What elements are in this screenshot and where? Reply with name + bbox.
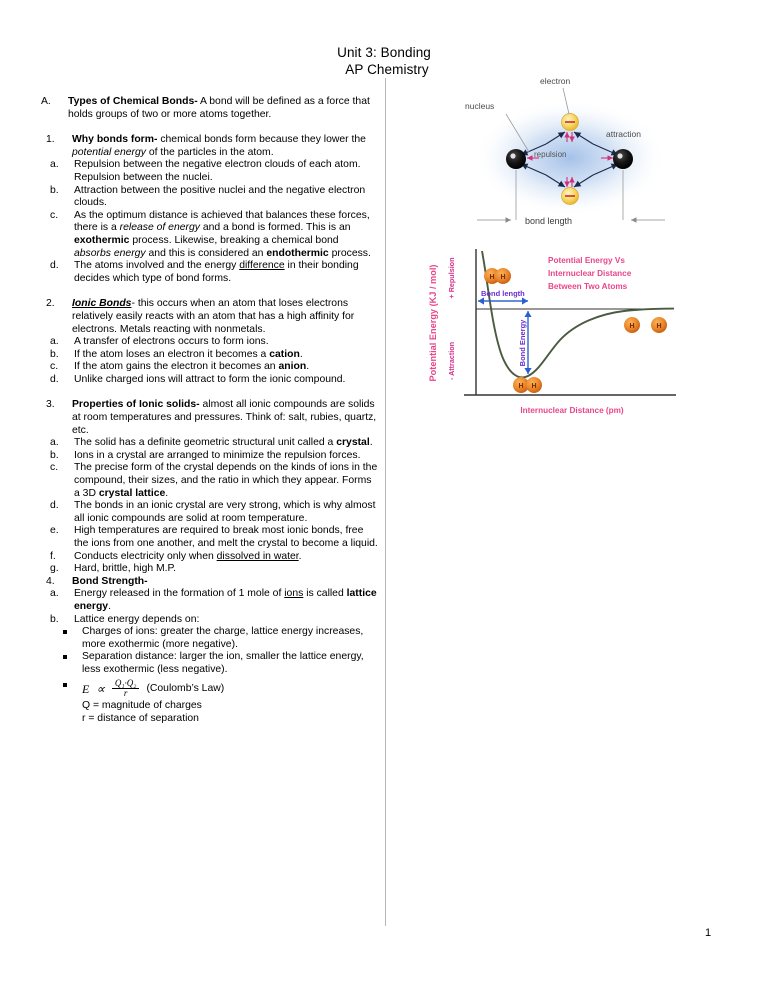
nucleus-left-highlight <box>510 153 515 158</box>
outline-emphasis: absorbs energy <box>74 247 146 259</box>
outline-text: - this occurs when an atom that loses electrons relatively easily reacts with an atom that has a high affinity for electrons. Metals reacting with nonmetals. <box>72 298 355 335</box>
outline-marker: e. <box>50 525 59 537</box>
bullet-icon <box>63 683 67 687</box>
outline-strong: anion <box>278 361 307 373</box>
outline-marker: 3. <box>46 399 55 411</box>
bullet-icon <box>63 630 67 634</box>
nucleus-right-highlight <box>617 153 622 158</box>
outline-marker: a. <box>50 336 59 348</box>
outline-text: chemical bonds form because they lower the <box>157 134 366 146</box>
atom-label: H <box>531 383 537 390</box>
outline-strong: endothermic <box>266 247 329 259</box>
outline-marker: 4. <box>46 575 55 587</box>
outline-item-4a <box>38 588 378 613</box>
outline-text: in their bonding decides which type of bond forms. <box>74 260 359 284</box>
spacer <box>38 386 378 399</box>
outline-text: Repulsion between the negative electron clouds of each atom. Repulsion between the nuclei. <box>74 159 361 183</box>
outline-text: . <box>108 600 111 612</box>
formula-denominator: r <box>123 688 128 699</box>
formula-numerator: Q₁·Q₂ <box>112 679 140 690</box>
formula-note-r: r = distance of separation <box>82 712 199 724</box>
nucleus-right <box>613 149 633 169</box>
column-divider <box>385 78 386 926</box>
atom-pair-separated <box>624 317 667 333</box>
outline-heading: Ionic Bonds <box>72 298 132 310</box>
outline-marker: c. <box>50 209 59 221</box>
outline-item-2a <box>38 336 378 349</box>
atom-label: H <box>656 323 662 330</box>
label-electron: electron <box>540 76 571 86</box>
y-axis-label-negative: - Attraction <box>447 341 456 381</box>
atom-pair-bonded <box>513 377 542 393</box>
outline-item-1c <box>38 210 378 260</box>
outline-marker: d. <box>50 373 59 385</box>
outline-text: The solid has a definite geometric structural unit called a <box>74 437 337 449</box>
outline-item-2d <box>38 374 378 387</box>
chart-title-line-3: Between Two Atoms <box>548 282 628 291</box>
outline-text: Attraction between the positive nuclei and the negative electron clouds. <box>74 184 366 209</box>
label-bond-length: bond length <box>525 216 573 226</box>
coulombs-law-formula <box>82 679 378 700</box>
outline-text: Separation distance: larger the ion, smaller the lattice energy, less exothermic (less negative). <box>82 651 364 675</box>
outline-text: Conducts electricity only when <box>74 550 217 562</box>
outline-text: process. Likewise, breaking a chemical bond <box>129 234 339 246</box>
bullet-icon <box>63 655 67 659</box>
outline-marker: b. <box>50 449 59 461</box>
outline-text: Lattice energy depends on: <box>74 613 200 625</box>
outline-strong: crystal lattice <box>98 487 166 499</box>
outline-text: Ions in a crystal are arranged to minimize the repulsion forces. <box>74 449 361 461</box>
outline-item-A <box>38 96 378 121</box>
outline-item-1b <box>38 185 378 210</box>
title-line-2: AP Chemistry <box>345 62 429 77</box>
formula-proportional-icon: ∝ <box>96 681 105 696</box>
outline-marker: 2. <box>46 298 55 310</box>
outline-strong: cation <box>269 348 300 360</box>
outline-item-3d <box>38 500 378 525</box>
outline-text: The precise form of the crystal depends on the kinds of ions in the compound, their sizes, and the ratio in which they appear. Forms a 3D <box>74 462 378 499</box>
outline-marker: b. <box>50 184 59 196</box>
outline-emphasis: potential energy <box>72 146 146 158</box>
outline-text: and this is considered an <box>145 247 267 259</box>
outline-item-2b <box>38 349 378 362</box>
spacer <box>38 285 378 298</box>
outline-marker: f. <box>50 550 56 562</box>
chart-title-line-1: Potential Energy Vs <box>548 256 625 265</box>
atom-pair-repulsion <box>484 268 511 284</box>
outline-marker: g. <box>50 563 59 575</box>
outline-marker: d. <box>50 260 59 272</box>
label-bond-energy: Bond Energy <box>518 319 527 367</box>
outline-marker: a. <box>50 588 59 600</box>
outline-text: As the optimum distance is achieved that balances these forces, there is a <box>74 209 370 234</box>
bond-length-annotation <box>478 289 528 301</box>
figure-potential-energy-graph <box>424 243 694 418</box>
chart-title-line-2: Internuclear Distance <box>548 269 632 278</box>
outline-text: is called <box>303 588 347 600</box>
formula-fraction <box>112 679 140 700</box>
outline-bullet-coulombs-law <box>38 679 378 726</box>
outline-text: almost all ionic compounds are solids at room temperatures and pressures. Think of: salt, rubies, quartz, etc. <box>72 399 377 436</box>
outline-marker: b. <box>50 348 59 360</box>
outline-text: . <box>299 348 303 360</box>
atom-label: H <box>500 274 506 281</box>
outline-text: If the atom loses an electron it becomes a <box>74 348 270 360</box>
outline-strong: exothermic <box>74 234 130 246</box>
outline-underline: ions <box>284 588 304 600</box>
outline-bullet-charges <box>38 626 378 651</box>
figure-bond-diagram <box>443 62 698 242</box>
outline-emphasis: release of energy <box>119 222 200 234</box>
outline-heading: Properties of Ionic solids- <box>72 399 200 411</box>
spacer <box>38 121 378 134</box>
label-attraction: attraction <box>606 129 641 139</box>
outline-item-1a <box>38 159 378 184</box>
outline-item-2 <box>38 298 378 336</box>
formula-note-q: Q = magnitude of charges <box>82 700 202 712</box>
outline-item-3f <box>38 551 378 564</box>
outline-item-3b <box>38 450 378 463</box>
outline-marker: c. <box>50 462 59 474</box>
outline-item-3 <box>38 399 378 437</box>
outline-text: of the particles in the atom. <box>145 146 274 158</box>
outline-body <box>38 96 378 726</box>
outline-underline: dissolved in water <box>216 550 299 562</box>
outline-item-3c <box>38 462 378 500</box>
nucleus-left <box>506 149 526 169</box>
outline-item-3g <box>38 563 378 576</box>
bond-energy-annotation <box>518 311 528 374</box>
y-axis-label: Potential Energy (KJ / mol) <box>428 264 438 382</box>
outline-text: High temperatures are required to break most ionic bonds, free the ions from one another, and melt the crystal to become a liquid. <box>74 525 378 549</box>
outline-text: . <box>306 361 310 373</box>
outline-text: . <box>165 487 169 499</box>
label-nucleus: nucleus <box>465 101 495 111</box>
outline-marker: a. <box>50 159 59 171</box>
outline-text: The atoms involved and the energy <box>74 260 240 272</box>
outline-item-1 <box>38 134 378 159</box>
outline-item-1d <box>38 260 378 285</box>
formula-energy-symbol: E <box>82 681 90 696</box>
atom-label: H <box>629 323 635 330</box>
outline-strong: lattice energy <box>74 588 377 612</box>
formula-name: (Coulomb’s Law) <box>146 682 225 694</box>
atom-label: H <box>518 383 524 390</box>
outline-marker: 1. <box>46 134 55 146</box>
outline-text: Unlike charged ions will attract to form the ionic compound. <box>74 373 346 385</box>
outline-heading: Bond Strength- <box>72 575 148 587</box>
outline-marker: c. <box>50 361 59 373</box>
outline-item-2c <box>38 361 378 374</box>
page-number: 1 <box>705 927 712 939</box>
outline-item-4 <box>38 576 378 589</box>
outline-text: A bond will be defined as a force that holds groups of two or more atoms together. <box>68 96 370 120</box>
outline-text: Energy released in the formation of 1 mole of <box>74 588 285 600</box>
outline-heading: Why bonds form- <box>72 134 158 146</box>
outline-text: The bonds in an ionic crystal are very strong, which is why almost all ionic compounds are solid at room temperature. <box>74 500 376 524</box>
outline-item-3e <box>38 525 378 550</box>
outline-text: Hard, brittle, high M.P. <box>74 563 177 575</box>
title-line-1: Unit 3: Bonding <box>337 45 431 60</box>
outline-item-4b <box>38 614 378 627</box>
outline-text: . <box>369 437 373 449</box>
outline-strong: crystal <box>336 437 370 449</box>
outline-item-3a <box>38 437 378 450</box>
outline-text: and a bond is formed. This is an <box>199 222 351 234</box>
outline-text: . <box>298 550 302 562</box>
outline-heading: Types of Chemical Bonds- <box>68 96 198 107</box>
label-repulsion: repulsion <box>534 150 567 159</box>
y-axis-label-positive: + Repulsion <box>447 257 456 299</box>
outline-text: A transfer of electrons occurs to form ions. <box>74 336 269 348</box>
outline-bullet-separation <box>38 651 378 676</box>
outline-underline: difference <box>239 260 285 272</box>
label-bond-length: Bond length <box>481 289 525 298</box>
outline-text: process. <box>328 247 371 259</box>
outline-text: Charges of ions: greater the charge, lattice energy increases, more exothermic (more negative). <box>82 626 364 650</box>
outline-marker: A. <box>41 96 51 107</box>
atom-label: H <box>489 274 495 281</box>
x-axis-label: Internuclear Distance (pm) <box>520 406 624 415</box>
outline-marker: d. <box>50 500 59 512</box>
outline-marker: b. <box>50 613 59 625</box>
outline-text: If the atom gains the electron it becomes an <box>74 361 279 373</box>
outline-marker: a. <box>50 437 59 449</box>
